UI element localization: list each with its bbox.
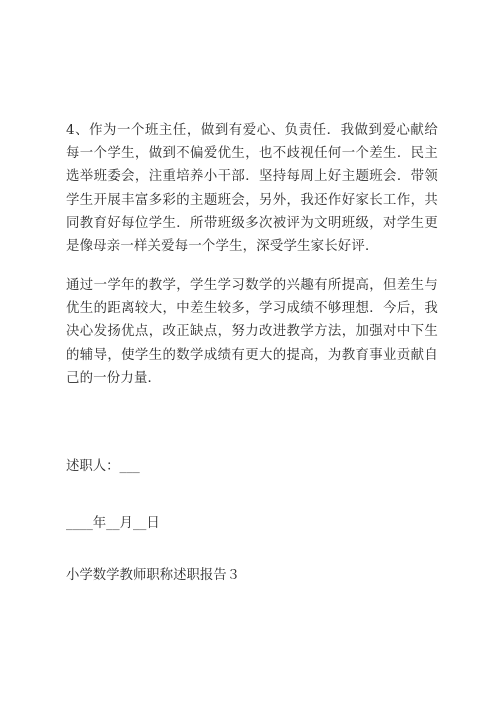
reporter-signature-line: 述职人：___ <box>66 459 140 474</box>
date-line: ____年__月__日 <box>66 516 160 531</box>
next-section-title: 小学数学教师职称述职报告３ <box>66 568 241 583</box>
body-paragraph-2: 通过一学年的教学，学生学习数学的兴趣有所提高，但差生与优生的距离较大，中差生较多，学习成绩不够理想．今后，我决心发扬优点，改正缺点，努力改进教学方法，加强对中下生的辅导，使学生的数学成绩有更大的提高，为教育事业贡献自己的一份力量． <box>66 278 438 386</box>
body-paragraph-1: 4、作为一个班主任，做到有爱心、负责任．我做到爱心献给每一个学生，做到不偏爱优生，也不歧视任何一个差生．民主选举班委会，注重培养小干部．坚持每周上好主题班会．带领学生开展丰富多彩的主题班会，另外，我还作好家长工作，共同教育好每位学生．所带班级多次被评为文明班级，对学生更是像母亲一样关爱每一个学生，深受学生家长好评． <box>66 123 438 255</box>
